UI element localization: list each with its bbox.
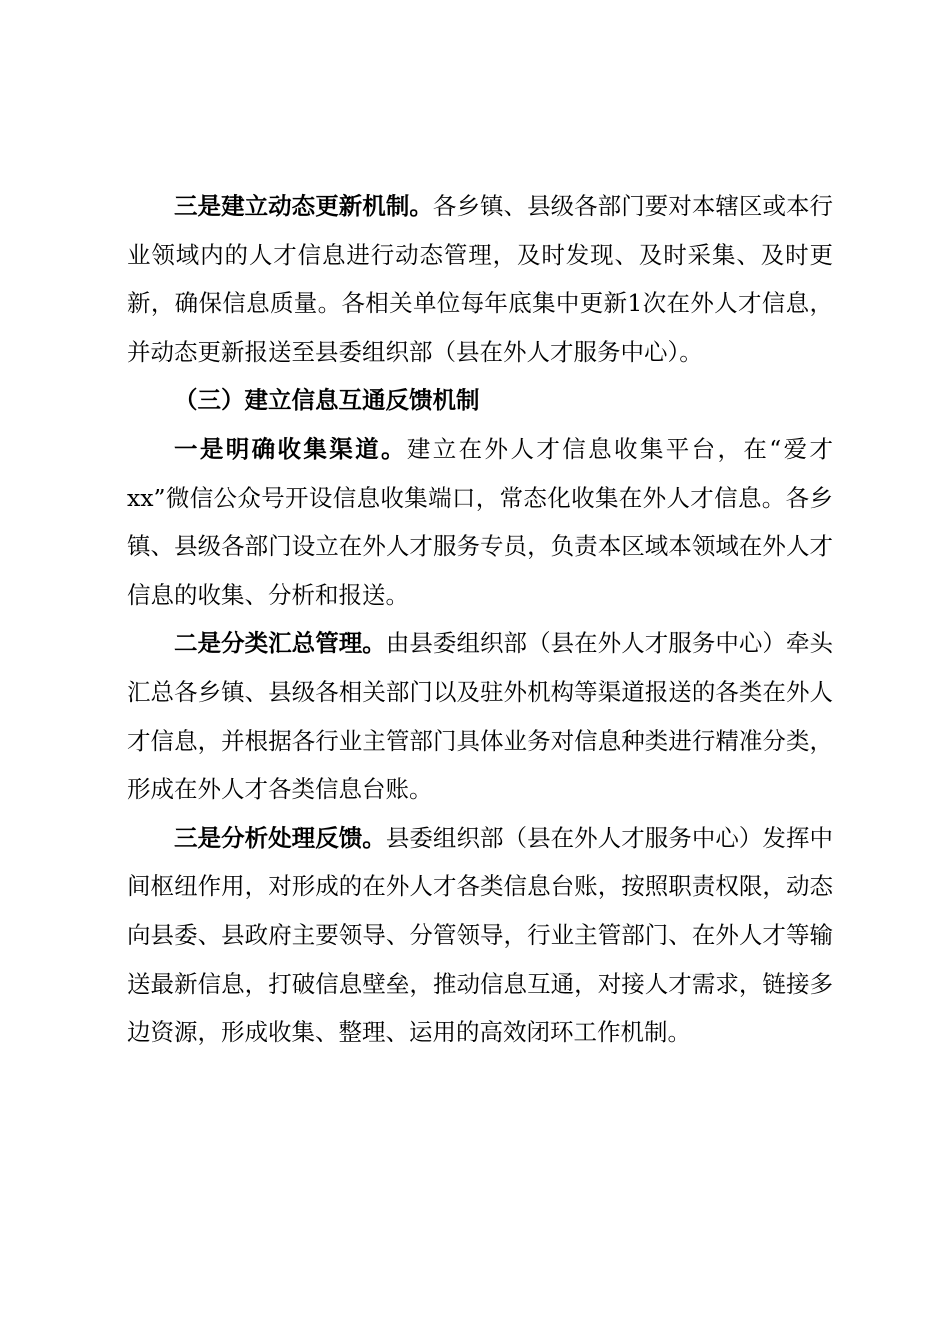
paragraph-classification [127,619,833,813]
paragraph-text: 建立在外人才信息收集平台，在“爱才xx”微信公众号开设信息收集端口，常态化收集在外人才信息。各乡镇、县级各部门设立在外人才服务专员，负责本区域本领域在外人才信息的收集、分析和报送。 [127,434,834,609]
paragraph-lead: 二是分类汇总管理。 [174,629,386,658]
paragraph-dynamic-update [127,182,833,376]
paragraph-lead: 三是建立动态更新机制。 [174,192,433,220]
paragraph-lead: 一是明确收集渠道。 [174,434,407,463]
document-body [127,182,833,1057]
paragraph-text: 各乡镇、县级各部门要对本辖区或本行业领域内的人才信息进行动态管理，及时发现、及时采集、及时更新，确保信息质量。各相关单位每年底集中更新1次在外人才信息，并动态更新报送至县委组织部（县在外人才服务中心）。 [127,192,834,366]
paragraph-collection-channel [127,425,833,619]
paragraph-text: 县委组织部（县在外人才服务中心）发挥中间枢纽作用，对形成的在外人才各类信息台账，按照职责权限，动态向县委、县政府主要领导、分管领导，行业主管部门、在外人才等输送最新信息，打破信息壁垒，推动信息互通，对接人才需求，链接多边资源，形成收集、整理、运用的高效闭环工作机制。 [127,823,834,1047]
paragraph-lead: 三是分析处理反馈。 [174,823,386,852]
section-heading: （三）建立信息互通反馈机制 [174,386,480,415]
paragraph-feedback [127,814,833,1057]
paragraph-text: 由县委组织部（县在外人才服务中心）牵头汇总各乡镇、县级各相关部门以及驻外机构等渠道报送的各类在外人才信息，并根据各行业主管部门具体业务对信息种类进行精准分类，形成在外人才各类信息台账。 [127,629,834,804]
